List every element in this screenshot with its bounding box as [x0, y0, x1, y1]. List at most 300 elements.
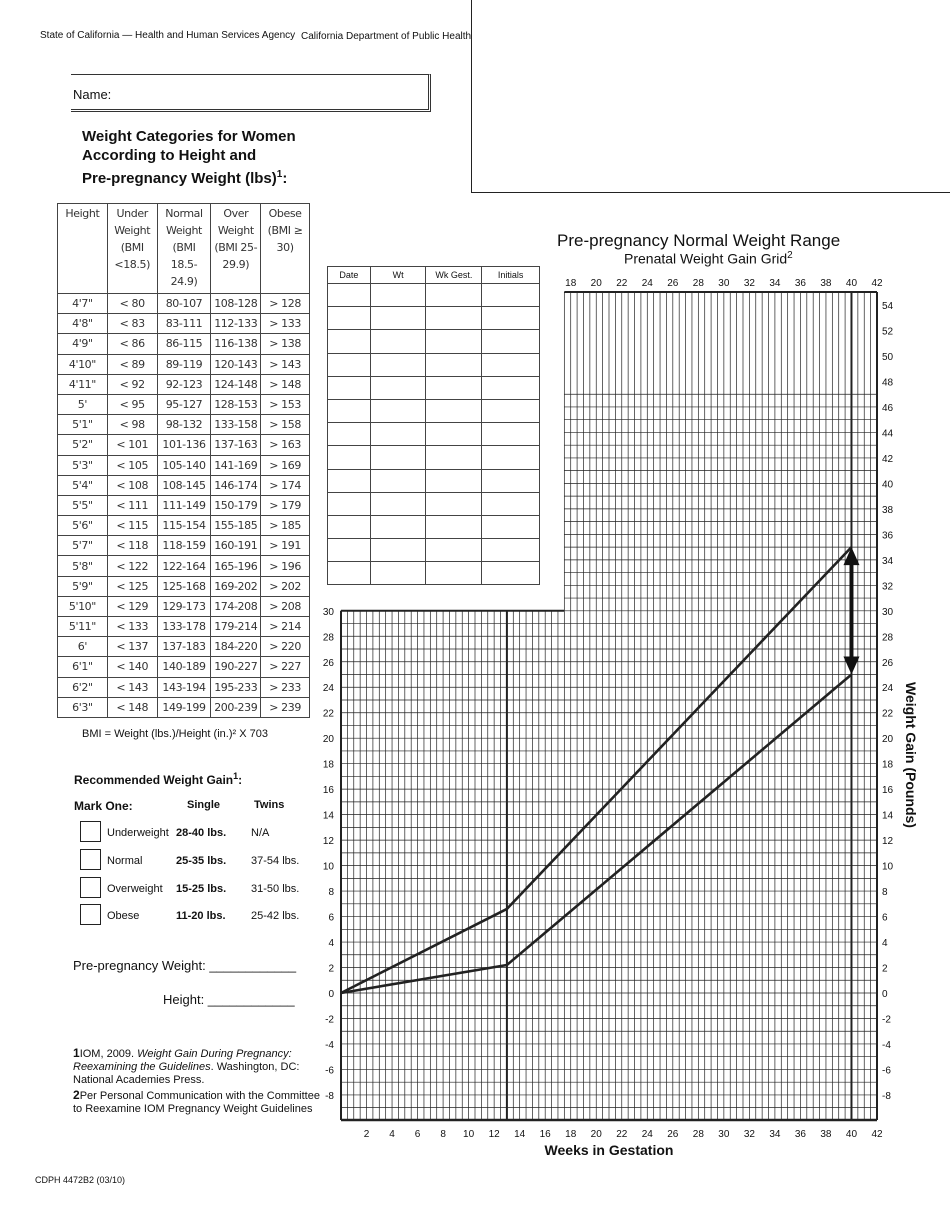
y-axis-label: Weight Gain (Pounds) [903, 682, 919, 828]
height-field[interactable]: Height: ____________ [163, 992, 295, 1007]
table-cell: 5'6" [58, 516, 108, 536]
x-tick-label: 10 [463, 1129, 475, 1140]
y-tick-label: -2 [325, 1014, 334, 1026]
table-cell: 112-133 [211, 314, 261, 334]
table-cell: 146-174 [211, 475, 261, 495]
table-cell: 137-163 [211, 435, 261, 455]
table-cell: 141-169 [211, 455, 261, 475]
table-cell: 4'10" [58, 354, 108, 374]
table-cell: 115-154 [157, 516, 211, 536]
log-col-header: Wt [370, 267, 426, 284]
y-tick-label: 12 [322, 836, 334, 848]
table-cell: 101-136 [157, 435, 211, 455]
y-tick-label-right: 34 [882, 555, 894, 567]
table-cell: 105-140 [157, 455, 211, 475]
table-cell: < 133 [107, 617, 157, 637]
log-entry-cell[interactable] [482, 284, 540, 307]
log-entry-cell[interactable] [370, 399, 426, 422]
table-cell: > 158 [261, 415, 310, 435]
table-cell: 5'5" [58, 495, 108, 515]
log-entry-cell[interactable] [482, 307, 540, 330]
log-entry-cell[interactable] [426, 515, 482, 538]
y-tick-label-right: 44 [882, 428, 894, 440]
log-row [328, 492, 540, 515]
x-tick-label: 28 [692, 1129, 704, 1140]
log-row [328, 399, 540, 422]
table-cell: 128-153 [211, 394, 261, 414]
agency-header: State of California — Health and Human Services Agency [40, 30, 296, 41]
x-tick-label-top: 28 [692, 278, 704, 289]
log-entry-cell[interactable] [370, 423, 426, 446]
log-entry-cell[interactable] [426, 562, 482, 585]
y-tick-label-right: 38 [882, 504, 894, 516]
form-id: CDPH 4472B2 (03/10) [35, 1175, 126, 1185]
x-tick-label-top: 26 [667, 278, 679, 289]
log-entry-cell[interactable] [370, 469, 426, 492]
log-entry-cell[interactable] [328, 376, 371, 399]
log-entry-cell[interactable] [328, 330, 371, 353]
y-tick-label: 14 [322, 810, 334, 822]
log-entry-cell[interactable] [370, 376, 426, 399]
y-tick-label: 26 [322, 657, 334, 669]
log-entry-cell[interactable] [482, 562, 540, 585]
log-entry-cell[interactable] [426, 284, 482, 307]
table-cell: 98-132 [157, 415, 211, 435]
y-tick-label-right: 52 [882, 326, 894, 338]
y-tick-label: 8 [328, 887, 334, 899]
log-entry-cell[interactable] [328, 469, 371, 492]
table-cell: 80-107 [157, 294, 211, 314]
x-tick-label: 38 [820, 1129, 832, 1140]
y-tick-label-right: 50 [882, 352, 894, 363]
table-cell: < 83 [107, 314, 157, 334]
y-tick-label: 4 [328, 938, 334, 950]
y-tick-label-right: 8 [882, 887, 888, 899]
log-entry-cell[interactable] [370, 446, 426, 469]
y-tick-label-right: -6 [882, 1065, 891, 1077]
log-entry-cell[interactable] [328, 353, 371, 376]
y-tick-label-right: 22 [882, 708, 894, 720]
normal-twins: 37-54 lbs. [251, 855, 300, 867]
table-cell: < 92 [107, 374, 157, 394]
table-cell: 4'8" [58, 314, 108, 334]
x-tick-label: 42 [871, 1129, 883, 1140]
table-cell: 184-220 [211, 637, 261, 657]
table-cell: < 118 [107, 536, 157, 556]
log-entry-cell[interactable] [370, 562, 426, 585]
chart-title: Pre-pregnancy Normal Weight Range [557, 231, 841, 250]
log-entry-cell[interactable] [426, 423, 482, 446]
log-entry-cell[interactable] [482, 353, 540, 376]
table-cell: 5'9" [58, 576, 108, 596]
table-cell: < 105 [107, 455, 157, 475]
x-tick-label: 32 [743, 1129, 755, 1140]
table-cell: < 80 [107, 294, 157, 314]
table-cell: 116-138 [211, 334, 261, 354]
log-col-header: Wk Gest. [426, 267, 482, 284]
y-tick-label-right: 24 [882, 683, 894, 695]
y-tick-label-right: 32 [882, 581, 894, 593]
table-cell: < 129 [107, 596, 157, 616]
table-cell: < 125 [107, 576, 157, 596]
y-tick-label-right: 18 [882, 759, 894, 771]
table-cell: > 148 [261, 374, 310, 394]
weight-col-header: Normal Weight (BMI 18.5- 24.9) [157, 204, 211, 294]
table-cell: > 138 [261, 334, 310, 354]
footnote-2: 2Per Personal Communication with the Committee to Reexamine IOM Pregnancy Weight Guidelines [73, 1088, 320, 1115]
visit-log-table [327, 266, 540, 585]
log-entry-cell[interactable] [426, 399, 482, 422]
y-tick-label-right: 36 [882, 530, 894, 542]
recommended-title: Recommended Weight Gain$^1$: [74, 771, 243, 787]
table-cell: 4'7" [58, 294, 108, 314]
y-tick-label: 20 [322, 734, 334, 746]
x-tick-label-top: 20 [590, 278, 602, 289]
y-tick-label: 22 [322, 708, 334, 720]
y-tick-label-right: 16 [882, 785, 894, 797]
overweight-twins: 31-50 lbs. [251, 883, 300, 895]
log-entry-cell[interactable] [370, 330, 426, 353]
table-cell: 129-173 [157, 596, 211, 616]
log-entry-cell[interactable] [426, 469, 482, 492]
log-entry-cell[interactable] [426, 353, 482, 376]
y-tick-label-right: 26 [882, 657, 894, 669]
table-cell: > 163 [261, 435, 310, 455]
table-cell: > 143 [261, 354, 310, 374]
table-cell: 83-111 [157, 314, 211, 334]
log-entry-cell[interactable] [482, 539, 540, 562]
y-tick-label-right: 10 [882, 861, 894, 873]
x-tick-label: 22 [616, 1129, 628, 1140]
range-arrow-head-up [843, 547, 859, 565]
table-cell: 5'4" [58, 475, 108, 495]
x-tick-label: 14 [514, 1129, 526, 1140]
table-cell: 6' [58, 637, 108, 657]
table-cell: < 108 [107, 475, 157, 495]
log-row [328, 423, 540, 446]
twins-header: Twins [254, 799, 285, 811]
obese-twins: 25-42 lbs. [251, 910, 300, 922]
overweight-label: Overweight [107, 883, 163, 895]
log-entry-cell[interactable] [482, 515, 540, 538]
title-line-1: Weight Categories for Women [82, 128, 296, 145]
log-entry-cell[interactable] [370, 284, 426, 307]
table-cell: < 122 [107, 556, 157, 576]
y-tick-label-right: 0 [882, 989, 888, 1000]
y-tick-label-right: 12 [882, 836, 894, 848]
table-cell: > 233 [261, 677, 310, 697]
weight-col-header: Over Weight (BMI 25- 29.9) [211, 204, 261, 294]
log-row [328, 515, 540, 538]
log-row [328, 353, 540, 376]
table-cell: 137-183 [157, 637, 211, 657]
log-entry-cell[interactable] [482, 492, 540, 515]
table-cell: > 153 [261, 394, 310, 414]
x-tick-label-top: 34 [769, 278, 781, 289]
log-entry-cell[interactable] [482, 399, 540, 422]
x-tick-label: 40 [845, 1129, 858, 1140]
table-cell: < 98 [107, 415, 157, 435]
y-tick-label: 2 [328, 963, 334, 975]
chart-subtitle: Prenatal Weight Gain Grid$^2$ [624, 250, 793, 267]
prepregnancy-weight-field[interactable]: Pre-pregnancy Weight: ____________ [73, 958, 297, 973]
table-cell: 143-194 [157, 677, 211, 697]
x-tick-label: 8 [440, 1129, 446, 1140]
y-tick-label-right: 54 [882, 301, 894, 313]
y-tick-label-right: 40 [882, 479, 894, 491]
table-cell: > 214 [261, 617, 310, 637]
table-cell: 190-227 [211, 657, 261, 677]
log-entry-cell[interactable] [328, 562, 371, 585]
log-row [328, 562, 540, 585]
obese-single: 11-20 lbs. [176, 910, 226, 922]
table-cell: 5'1" [58, 415, 108, 435]
x-tick-label-top: 18 [565, 278, 577, 289]
y-tick-label: 0 [328, 989, 334, 1000]
x-tick-label-top: 38 [820, 278, 832, 289]
underweight-label: Underweight [107, 827, 169, 839]
bmi-formula: BMI = Weight (lbs.)/Height (in.)² X 703 [82, 728, 268, 740]
y-tick-label: -6 [325, 1065, 334, 1077]
y-tick-label: 24 [322, 683, 334, 695]
x-tick-label-top: 22 [616, 278, 628, 289]
normal-label: Normal [107, 855, 143, 867]
table-cell: 5'10" [58, 596, 108, 616]
table-cell: > 220 [261, 637, 310, 657]
y-tick-label-right: 42 [882, 453, 894, 465]
log-entry-cell[interactable] [482, 376, 540, 399]
y-tick-label-right: 6 [882, 912, 888, 924]
table-cell: 200-239 [211, 697, 261, 717]
table-cell: 4'11" [58, 374, 108, 394]
weight-col-header: Height [58, 204, 108, 294]
x-tick-label: 30 [718, 1129, 730, 1140]
table-cell: > 208 [261, 596, 310, 616]
table-cell: 95-127 [157, 394, 211, 414]
x-tick-label: 18 [565, 1129, 577, 1140]
log-entry-cell[interactable] [328, 539, 371, 562]
log-entry-cell[interactable] [328, 446, 371, 469]
table-cell: 124-148 [211, 374, 261, 394]
obese-label: Obese [107, 910, 140, 922]
y-tick-label-right: -2 [882, 1014, 891, 1026]
log-row [328, 446, 540, 469]
x-tick-label: 6 [414, 1129, 421, 1140]
footnote-1: 1IOM, 2009. Weight Gain During Pregnancy: Reexamining the Guidelines. Washington, DC: National Academies Press. [73, 1046, 300, 1086]
x-tick-label: 24 [641, 1129, 653, 1140]
table-cell: < 89 [107, 354, 157, 374]
x-tick-label: 16 [539, 1129, 551, 1140]
y-tick-label-right: 46 [882, 402, 894, 414]
log-entry-cell[interactable] [482, 330, 540, 353]
table-cell: 108-128 [211, 294, 261, 314]
log-entry-cell[interactable] [370, 307, 426, 330]
table-cell: 140-189 [157, 657, 211, 677]
y-tick-label: 6 [328, 912, 334, 924]
x-axis-label: Weeks in Gestation [544, 1142, 674, 1158]
x-tick-label: 20 [590, 1129, 602, 1140]
table-cell: 174-208 [211, 596, 261, 616]
table-cell: 6'1" [58, 657, 108, 677]
log-entry-cell[interactable] [426, 539, 482, 562]
table-cell: 5'7" [58, 536, 108, 556]
table-cell: 89-119 [157, 354, 211, 374]
table-cell: 118-159 [157, 536, 211, 556]
x-tick-label-top: 42 [871, 278, 883, 289]
x-tick-label: 34 [769, 1129, 781, 1140]
table-cell: 160-191 [211, 536, 261, 556]
title-line-3: Pre-pregnancy Weight (lbs)$^1$: [82, 169, 288, 187]
department-header: California Department of Public Health [301, 31, 472, 42]
table-cell: 5'11" [58, 617, 108, 637]
table-cell: 120-143 [211, 354, 261, 374]
y-tick-label: 10 [322, 861, 334, 873]
table-cell: > 191 [261, 536, 310, 556]
log-entry-cell[interactable] [482, 469, 540, 492]
table-cell: 133-178 [157, 617, 211, 637]
table-cell: < 95 [107, 394, 157, 414]
log-entry-cell[interactable] [370, 515, 426, 538]
log-entry-cell[interactable] [482, 423, 540, 446]
y-tick-label: -8 [325, 1090, 334, 1102]
log-entry-cell[interactable] [328, 307, 371, 330]
table-cell: < 143 [107, 677, 157, 697]
single-header: Single [187, 799, 221, 811]
log-entry-cell[interactable] [328, 423, 371, 446]
table-cell: 86-115 [157, 334, 211, 354]
table-cell: < 148 [107, 697, 157, 717]
table-cell: > 169 [261, 455, 310, 475]
table-cell: 108-145 [157, 475, 211, 495]
table-cell: 4'9" [58, 334, 108, 354]
table-cell: 133-158 [211, 415, 261, 435]
overweight-single: 15-25 lbs. [176, 883, 227, 895]
y-tick-label-right: -4 [882, 1039, 891, 1051]
y-tick-label-right: -8 [882, 1090, 891, 1102]
table-cell: > 227 [261, 657, 310, 677]
underweight-twins: N/A [251, 827, 270, 839]
y-tick-label-right: 30 [882, 606, 894, 618]
y-tick-label-right: 28 [882, 632, 894, 644]
title-line-2: According to Height and [82, 147, 257, 164]
table-cell: > 179 [261, 495, 310, 515]
log-entry-cell[interactable] [426, 376, 482, 399]
table-cell: < 140 [107, 657, 157, 677]
log-row [328, 307, 540, 330]
table-cell: 150-179 [211, 495, 261, 515]
weight-col-header: Obese (BMI ≥ 30) [261, 204, 310, 294]
x-tick-label-top: 36 [794, 278, 806, 289]
table-cell: 195-233 [211, 677, 261, 697]
table-cell: 155-185 [211, 516, 261, 536]
y-tick-label: -4 [325, 1039, 334, 1051]
table-cell: > 202 [261, 576, 310, 596]
y-tick-label-right: 48 [882, 377, 894, 389]
y-tick-label: 16 [322, 785, 334, 797]
name-label: Name: [73, 87, 112, 102]
log-entry-cell[interactable] [370, 492, 426, 515]
weight-col-header: Under Weight (BMI <18.5) [107, 204, 157, 294]
table-cell: > 196 [261, 556, 310, 576]
table-cell: < 137 [107, 637, 157, 657]
x-tick-label-top: 32 [743, 278, 755, 289]
table-cell: > 133 [261, 314, 310, 334]
table-cell: 179-214 [211, 617, 261, 637]
table-cell: 5'2" [58, 435, 108, 455]
log-entry-cell[interactable] [426, 446, 482, 469]
underweight-single: 28-40 lbs. [176, 827, 227, 839]
y-tick-label: 30 [322, 606, 334, 618]
range-arrow-head-down [843, 657, 859, 675]
log-row [328, 539, 540, 562]
table-cell: < 115 [107, 516, 157, 536]
y-tick-label-right: 20 [882, 734, 894, 746]
normal-single: 25-35 lbs. [176, 855, 227, 867]
log-entry-cell[interactable] [482, 446, 540, 469]
table-cell: < 111 [107, 495, 157, 515]
table-cell: 5'3" [58, 455, 108, 475]
log-entry-cell[interactable] [328, 284, 371, 307]
y-tick-label-right: 14 [882, 810, 894, 822]
log-col-header: Date [328, 267, 371, 284]
table-cell: 169-202 [211, 576, 261, 596]
log-row [328, 284, 540, 307]
log-row [328, 330, 540, 353]
x-tick-label: 4 [389, 1129, 395, 1140]
x-tick-label: 36 [794, 1129, 806, 1140]
table-cell: < 101 [107, 435, 157, 455]
log-entry-cell[interactable] [328, 492, 371, 515]
table-cell: 111-149 [157, 495, 211, 515]
table-cell: > 128 [261, 294, 310, 314]
y-tick-label: 18 [322, 759, 334, 771]
x-tick-label-top: 30 [718, 278, 730, 289]
table-cell: 6'3" [58, 697, 108, 717]
table-cell: 6'2" [58, 677, 108, 697]
log-entry-cell[interactable] [426, 307, 482, 330]
table-cell: 125-168 [157, 576, 211, 596]
table-cell: < 86 [107, 334, 157, 354]
x-tick-label-top: 40 [845, 278, 858, 289]
table-cell: 5' [58, 394, 108, 414]
log-entry-cell[interactable] [370, 353, 426, 376]
log-entry-cell[interactable] [328, 515, 371, 538]
y-tick-label-right: 4 [882, 938, 888, 950]
table-cell: 165-196 [211, 556, 261, 576]
x-tick-label: 26 [667, 1129, 679, 1140]
mark-one-label: Mark One: [74, 799, 133, 813]
log-entry-cell[interactable] [426, 492, 482, 515]
log-row [328, 469, 540, 492]
x-tick-label: 12 [488, 1129, 500, 1140]
table-cell: > 185 [261, 516, 310, 536]
x-tick-label: 2 [363, 1129, 370, 1140]
table-cell: > 174 [261, 475, 310, 495]
table-cell: > 239 [261, 697, 310, 717]
y-tick-label: 28 [322, 632, 334, 644]
table-cell: 92-123 [157, 374, 211, 394]
log-entry-cell[interactable] [370, 539, 426, 562]
table-cell: 5'8" [58, 556, 108, 576]
table-cell: 122-164 [157, 556, 211, 576]
x-tick-label-top: 24 [641, 278, 653, 289]
log-entry-cell[interactable] [426, 330, 482, 353]
log-col-header: Initials [482, 267, 540, 284]
log-entry-cell[interactable] [328, 399, 371, 422]
log-row [328, 376, 540, 399]
table-cell: 149-199 [157, 697, 211, 717]
y-tick-label-right: 2 [882, 963, 888, 975]
